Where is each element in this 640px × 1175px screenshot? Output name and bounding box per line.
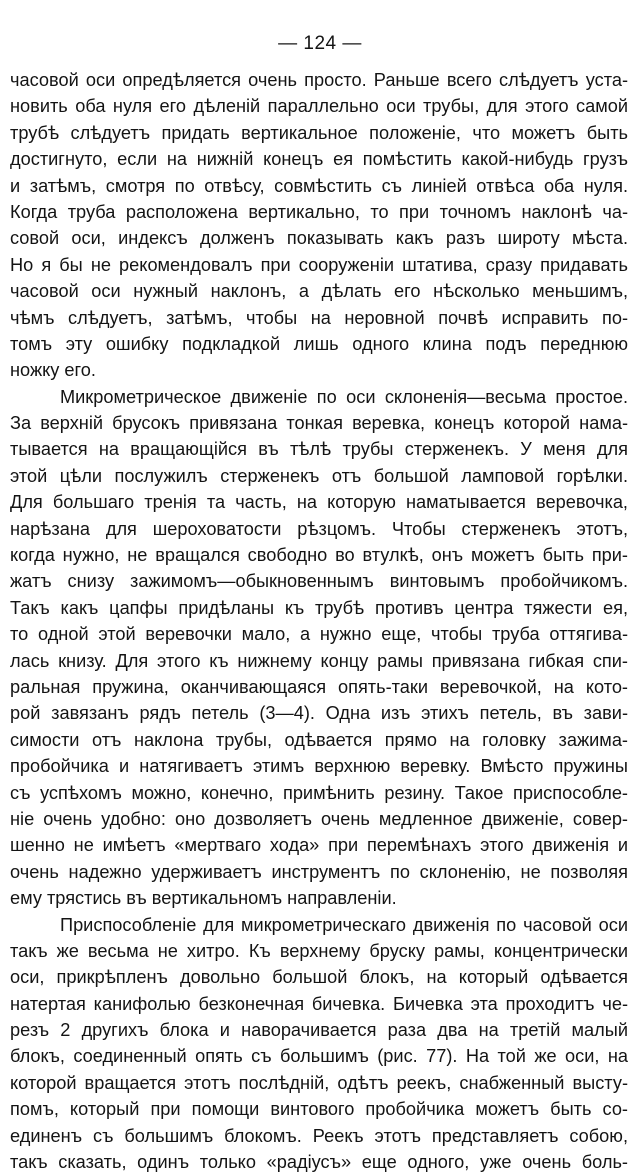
text-line: ніе очень удобно: оно дозволяетъ очень медленное движеніе, совер- bbox=[10, 806, 628, 832]
text-line: совой оси, индексъ долженъ показывать какъ разъ широту мѣста. bbox=[10, 225, 628, 251]
paragraph bbox=[10, 67, 628, 384]
text-line: лась книзу. Для этого къ нижнему концу рамы привязана гибкая спи- bbox=[10, 648, 628, 674]
page-number: — 124 — bbox=[0, 32, 640, 56]
text-line: такъ же весьма не хитро. Къ верхнему бруску рамы, концентрически bbox=[10, 938, 628, 964]
text-line: симости отъ наклона трубы, одѣвается прямо на головку зажима- bbox=[10, 727, 628, 753]
text-line: тывается на вращающійся въ тѣлѣ трубы стерженекъ. У меня для bbox=[10, 436, 628, 462]
text-line: часовой оси нужный наклонъ, а дѣлать его нѣсколько меньшимъ, bbox=[10, 278, 628, 304]
body-text bbox=[10, 67, 628, 1175]
text-line: Для большаго тренія та часть, на которую наматывается веревочка, bbox=[10, 489, 628, 515]
text-line: Такъ какъ цапфы придѣланы къ трубѣ противъ центра тяжести ея, bbox=[10, 595, 628, 621]
text-line: чѣмъ слѣдуетъ, затѣмъ, чтобы на неровной почвѣ исправить по- bbox=[10, 305, 628, 331]
text-line: трубѣ слѣдуетъ придать вертикальное положеніе, что можетъ быть bbox=[10, 120, 628, 146]
paragraph bbox=[10, 384, 628, 912]
text-line: и затѣмъ, смотря по отвѣсу, совмѣстить съ линіей отвѣса оба нуля. bbox=[10, 173, 628, 199]
text-line: ножку его. bbox=[10, 357, 628, 383]
text-line: единенъ съ большимъ блокомъ. Реекъ этотъ представляетъ собою, bbox=[10, 1123, 628, 1149]
text-line: Но я бы не рекомендовалъ при сооруженіи штатива, сразу придавать bbox=[10, 252, 628, 278]
text-line: достигнуто, если на нижній конецъ ея помѣстить какой-нибудь грузъ bbox=[10, 146, 628, 172]
text-line: такъ сказать, одинъ только «радіусъ» еще одного, уже очень боль- bbox=[10, 1149, 628, 1175]
text-line: очень надежно удерживаетъ инструментъ по склоненію, не позволяя bbox=[10, 859, 628, 885]
text-line: ему трястись въ вертикальномъ направленіи. bbox=[10, 885, 628, 911]
text-line: когда нужно, не вращался свободно во втулкѣ, онъ можетъ быть при- bbox=[10, 542, 628, 568]
text-line: жатъ снизу зажимомъ—обыкновеннымъ винтовымъ пробойчикомъ. bbox=[10, 568, 628, 594]
text-line: Когда труба расположена вертикально, то при точномъ наклонѣ ча- bbox=[10, 199, 628, 225]
text-line: нарѣзана для шероховатости рѣзцомъ. Чтобы стерженекъ этотъ, bbox=[10, 516, 628, 542]
text-line: которой вращается этотъ послѣдній, одѣтъ реекъ, снабженный высту- bbox=[10, 1070, 628, 1096]
text-line: За верхній брусокъ привязана тонкая веревка, конецъ которой нама- bbox=[10, 410, 628, 436]
text-line: новить оба нуля его дѣленій параллельно оси трубы, для этого самой bbox=[10, 93, 628, 119]
text-line: томъ эту ошибку подкладкой лишь одного клина подъ переднюю bbox=[10, 331, 628, 357]
text-line: ральная пружина, оканчивающаяся опять-таки веревочкой, на кото- bbox=[10, 674, 628, 700]
text-line: Микрометрическое движеніе по оси склоненія—весьма простое. bbox=[10, 384, 628, 410]
text-line: Приспособленіе для микрометрическаго движенія по часовой оси bbox=[10, 912, 628, 938]
paragraph bbox=[10, 912, 628, 1175]
text-line: рой завязанъ рядъ петель (3—4). Одна изъ этихъ петель, въ зави- bbox=[10, 700, 628, 726]
text-line: пробойчика и натягиваетъ этимъ верхнюю веревку. Вмѣсто пружины bbox=[10, 753, 628, 779]
text-line: этой цѣли послужилъ стерженекъ отъ большой ламповой горѣлки. bbox=[10, 463, 628, 489]
text-line: помъ, который при помощи винтового пробойчика можетъ быть со- bbox=[10, 1096, 628, 1122]
text-line: шенно не имѣетъ «мертваго хода» при перемѣнахъ этого движенія и bbox=[10, 832, 628, 858]
text-line: съ успѣхомъ можно, конечно, примѣнить резину. Такое приспособле- bbox=[10, 780, 628, 806]
text-line: натертая канифолью безконечная бичевка. Бичевка эта проходитъ че- bbox=[10, 991, 628, 1017]
text-line: резъ 2 другихъ блока и наворачивается раза два на третій малый bbox=[10, 1017, 628, 1043]
text-line: блокъ, соединенный опять съ большимъ (рис. 77). На той же оси, на bbox=[10, 1043, 628, 1069]
text-line: оси, прикрѣпленъ довольно большой блокъ, на который одѣвается bbox=[10, 964, 628, 990]
text-line: то одной этой веревочки мало, а нужно еще, чтобы труба оттягива- bbox=[10, 621, 628, 647]
text-line: часовой оси опредѣляется очень просто. Раньше всего слѣдуетъ уста- bbox=[10, 67, 628, 93]
